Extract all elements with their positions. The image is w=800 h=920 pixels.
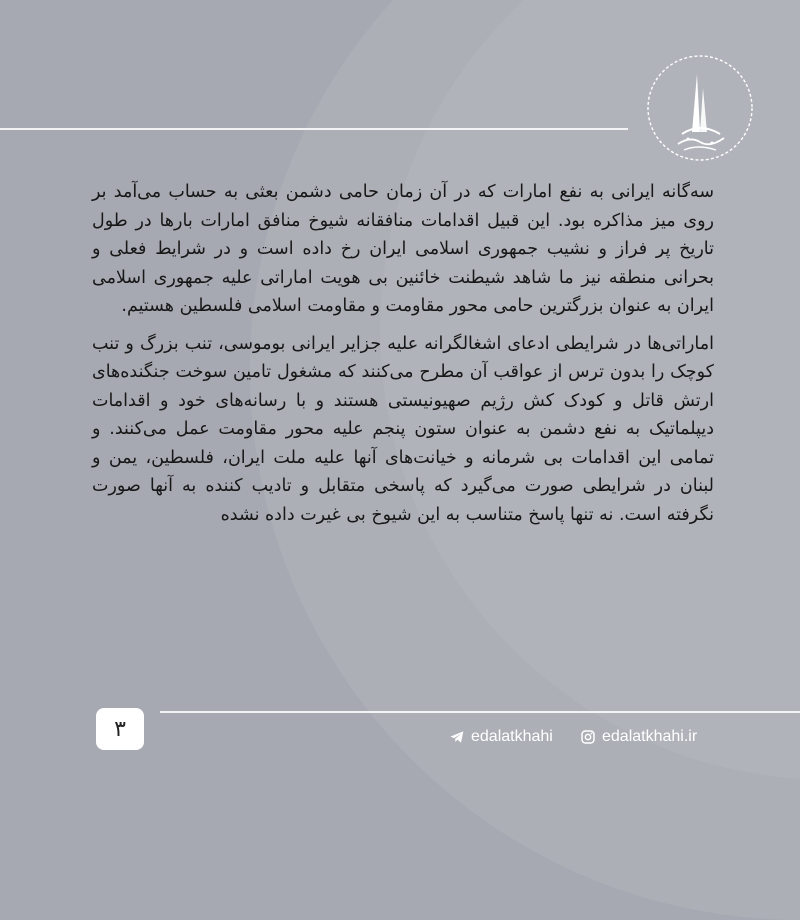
page-number: ۳ <box>114 716 126 742</box>
telegram-icon <box>449 729 465 745</box>
telegram-link[interactable] <box>449 724 553 750</box>
instagram-icon <box>580 729 596 745</box>
paragraph-2: اماراتی‌ها در شرایطی ادعای اشغالگرانه علیه جزایر ایرانی بوموسی، تنب بزرگ و تنب کوچک را بدون ترس از عواقب آن مطرح می‌کنند که مشغول تامین سوخت جنگنده‌های ارتش قاتل و کودک کش رژیم صهیونیستی هستند و با رسانه‌های خود و اقدامات دیپلماتیک به نفع دشمن به عنوان ستون پنجم علیه محور مقاومت عمل می‌کنند. و تمامی این اقدامات بی شرمانه و خیانت‌های آنها علیه ملت ایران، فلسطین، یمن و لبنان در شرایطی صورت می‌گیرد که پاسخی متقابل و تادیب کننده به آنها صورت نگرفته است. نه تنها پاسخ متناسب به این شیوخ بی غیرت داده نشده <box>92 333 714 525</box>
top-divider <box>0 128 628 130</box>
article-body <box>92 178 714 538</box>
page-number-badge <box>96 708 144 750</box>
instagram-link[interactable] <box>580 724 697 750</box>
instagram-handle: edalatkhahi.ir <box>602 728 698 745</box>
logo-emblem-icon <box>640 48 760 168</box>
paragraph-1: سه‌گانه ایرانی به نفع امارات که در آن زمان حامی دشمن بعثی به حساب می‌آمد بر روی میز مذاکره بود. این قبیل اقدامات منافقانه شیوخ منافق امارات بارها در طول تاریخ پر فراز و نشیب جمهوری اسلامی ایران رخ داده است و در شرایط فعلی و بحرانی منطقه نیز ما شاهد شیطنت خائنین بی هویت اماراتی علیه جمهوری اسلامی ایران به عنوان بزرگترین حامی محور مقاومت و مقاومت اسلامی فلسطین هستیم. <box>92 182 714 316</box>
bottom-divider <box>160 711 800 713</box>
telegram-handle: edalatkhahi <box>471 728 553 745</box>
